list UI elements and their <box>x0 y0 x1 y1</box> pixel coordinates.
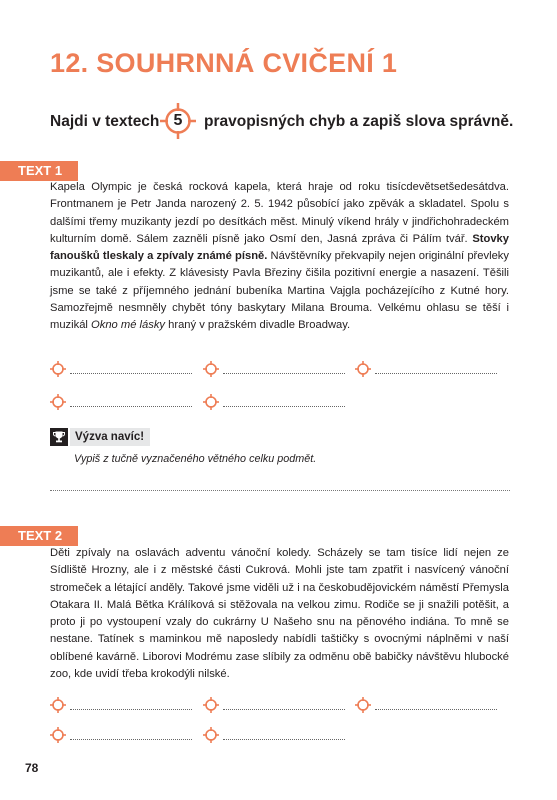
answer-dots <box>375 709 497 710</box>
page-number: 78 <box>25 761 39 775</box>
crosshair-target-icon <box>203 727 219 743</box>
answer-dots <box>70 373 192 374</box>
answer-dots <box>70 739 192 740</box>
crosshair-target-icon <box>355 697 371 713</box>
answer-line-2[interactable] <box>203 361 353 381</box>
text2-paragraph: Děti zpívaly na oslavách adventu vánoční koledy. Scházely se tam tisíce lidí nejen ze Sídliště Hrozny, ale i z městské části Cukrová. Mohli jste tam zpatřit i nasvícený vánoční stromeček a létající anděly. Takové jsme viděli už i na českobudějovickém náměstí Přemysla Otakara II. Malá Bětka Králíková si stěžovala na velkou zimu. Rodiče se ji snažili potěšit, a proto ji po vystoupení vzaly do cukrárny U Našeho snu na pěnového indiána. To mně se nestane. Tatínek s maminkou mě naposledy nabídli taštičky s ovocnými náplněmi v naší oblíbené kavárně. Liborovi Modrému zase slíbily za odměnu obě babičky návštěvu hlubocké zoo, kde uvidí třeba krokodýli nilské. <box>50 547 509 681</box>
text1-paragraph <box>50 179 509 335</box>
text1-seg1: Kapela Olympic je česká rocková kapela, která hraje od roku tisícdevětsetšedesátdva. Frontmanem je Petr Janda narozený 2. 5. 1942 působící jako zpěvák a skladatel. Spolu s dalšími třemy muzikanty jezdí po desítkách měst. Minulý víkend hrály v jindřichohradeckém kulturním domě. Sálem zazněli písně jako Osmí den, Jasná zpráva či Pálím tvář. <box>50 181 509 245</box>
instruction-after: pravopisných chyb a zapiš slova správně. <box>204 113 514 130</box>
answer-line-6[interactable] <box>50 697 200 717</box>
text1-seg2: Návštěvníky překvapily nejen originální převleky muzikantů, ale i efekty. Z klávesisty Pavla Březiny čišila pozitivní energie a nasazení. Těšili jsme se také z příjemného jednání bubeníka Martina Vajgla pocházejícího z Kutné hory. Samozřejmě nesmněly chybět tóny baskytary Milana Brouma. Velkému ohlasu se těší i muzikál <box>50 250 509 332</box>
crosshair-target-icon <box>203 361 219 377</box>
page-title: 12. SOUHRNNÁ CVIČENÍ 1 <box>50 48 398 78</box>
crosshair-target-icon <box>50 697 66 713</box>
crosshair-target-icon <box>50 394 66 410</box>
text1-badge: TEXT 1 <box>0 161 78 181</box>
answer-line-3[interactable] <box>355 361 505 381</box>
answer-line-7[interactable] <box>203 697 353 717</box>
answer-dots <box>375 373 497 374</box>
answer-dots <box>223 406 345 407</box>
challenge-answer-line[interactable] <box>50 490 510 491</box>
trophy-icon <box>50 428 68 446</box>
crosshair-target-icon <box>355 361 371 377</box>
text2-badge: TEXT 2 <box>0 526 78 546</box>
text1-italic-title: Okno mé lásky <box>91 319 166 332</box>
answer-dots <box>223 373 345 374</box>
crosshair-target-icon <box>203 697 219 713</box>
answer-dots <box>70 406 192 407</box>
answer-line-8[interactable] <box>355 697 505 717</box>
answer-dots <box>223 709 345 710</box>
answer-line-1[interactable] <box>50 361 200 381</box>
crosshair-target-icon <box>203 394 219 410</box>
text1-bold-sentence: Stovky fanoušků tleskaly a zpívaly známé písně. <box>50 232 509 263</box>
answer-dots <box>70 709 192 710</box>
crosshair-target-icon <box>50 361 66 377</box>
crosshair-target-icon <box>160 103 196 139</box>
error-count: 5 <box>173 112 183 129</box>
answer-line-4[interactable] <box>50 394 200 414</box>
instruction-before: Najdi v textech <box>50 113 160 130</box>
answer-line-5[interactable] <box>203 394 353 414</box>
crosshair-target-icon <box>50 727 66 743</box>
text1-seg3: hraný v pražském divadle Broadway. <box>165 319 351 332</box>
challenge-title: Výzva navíc! <box>70 428 150 446</box>
instruction <box>50 103 550 143</box>
answer-line-10[interactable] <box>203 727 353 747</box>
challenge-text: Vypiš z tučně vyznačeného větného celku podmět. <box>74 453 317 465</box>
answer-dots <box>223 739 345 740</box>
answer-line-9[interactable] <box>50 727 200 747</box>
